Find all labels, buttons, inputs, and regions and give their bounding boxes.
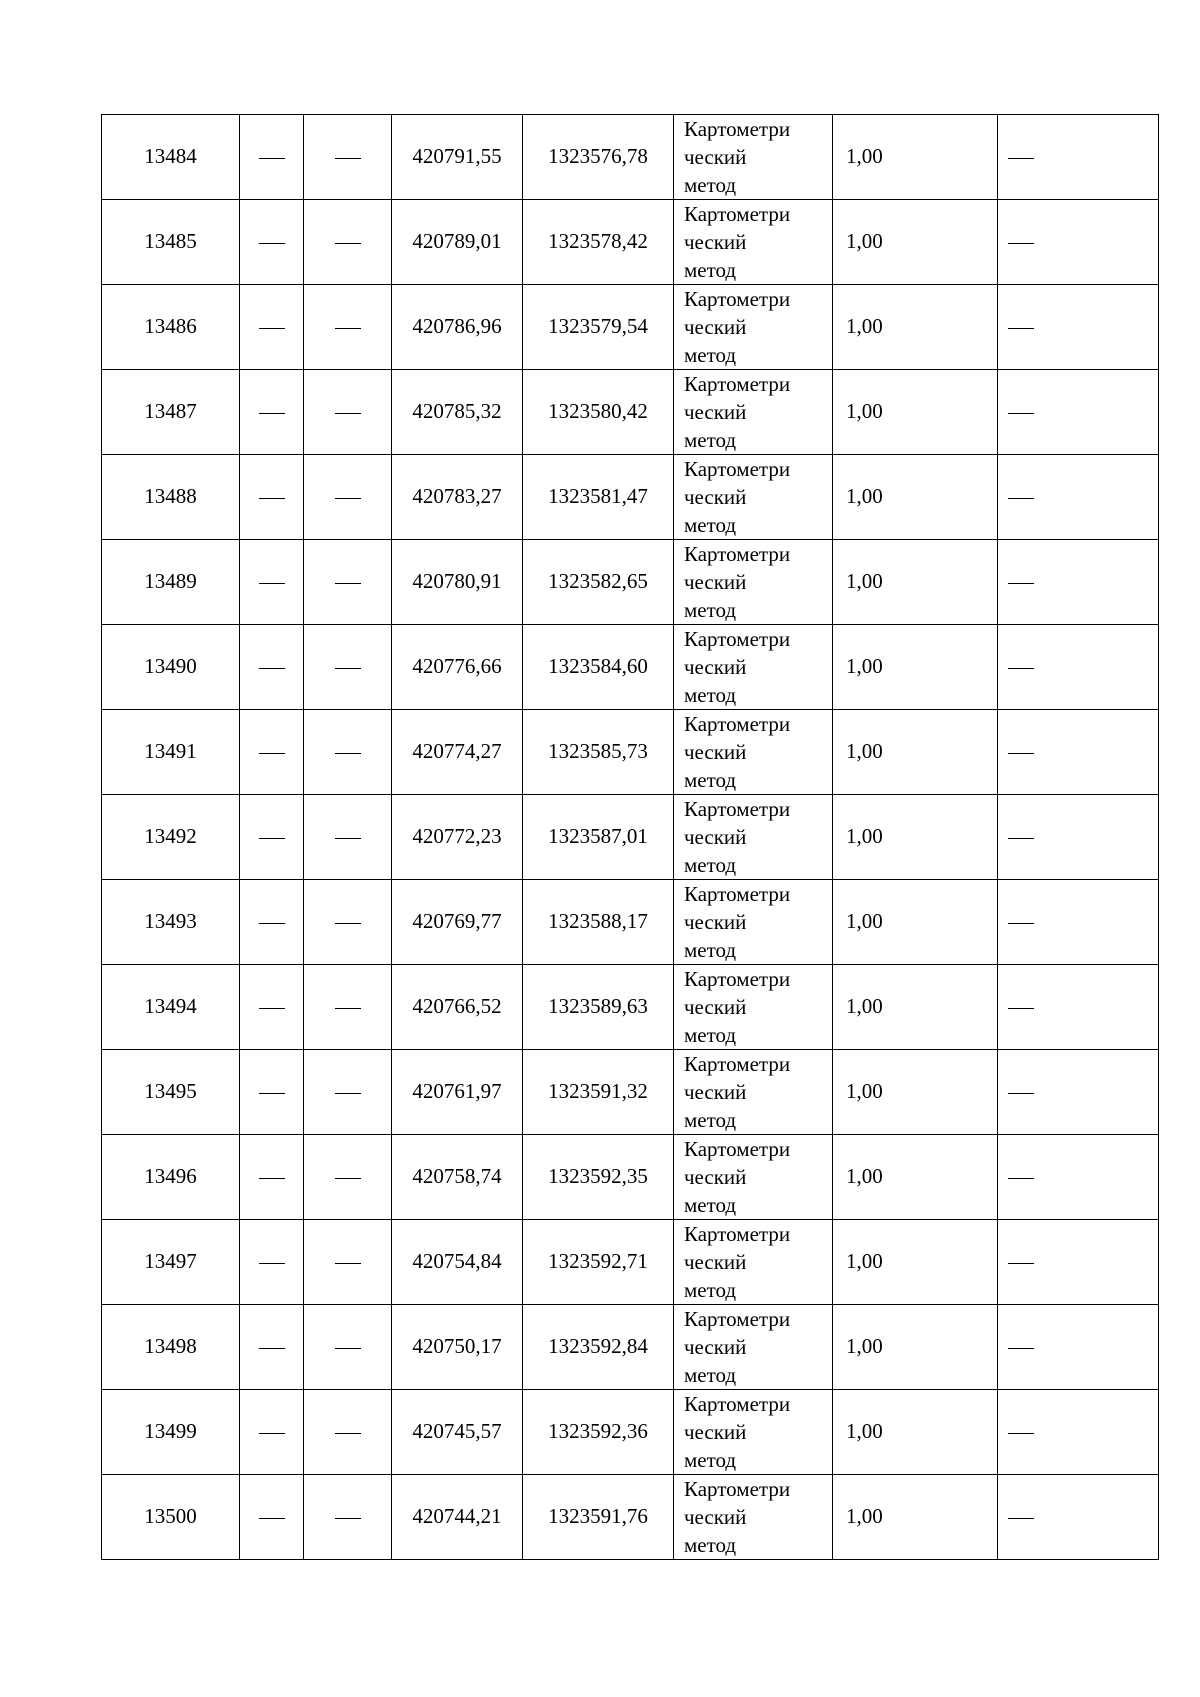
y-coordinate-cell: 1323592,35 [523,1135,674,1220]
table-row [102,455,1159,540]
y-coordinate-cell: 1323578,42 [523,200,674,285]
dash-mark [335,668,361,669]
method-line: метод [684,258,737,282]
dash-mark [335,498,361,499]
point-number-cell: 13499 [102,1390,240,1475]
dash-mark [1008,923,1034,924]
dash-mark [335,923,361,924]
empty-value-cell-2 [304,455,392,540]
method-line: ческий [684,1335,747,1359]
last-value-cell [998,1390,1159,1475]
accuracy-cell: 1,00 [833,370,998,455]
method-line: Картометри [684,202,791,226]
method-line: ческий [684,1250,747,1274]
x-coordinate-cell: 420786,96 [392,285,523,370]
method-line: метод [684,683,737,707]
empty-value-cell [240,200,304,285]
method-line: Картометри [684,457,791,481]
empty-value-cell [240,370,304,455]
empty-value-cell-2 [304,1390,392,1475]
method-line: метод [684,173,737,197]
method-line: метод [684,513,737,537]
method-line: ческий [684,1080,747,1104]
empty-value-cell [240,455,304,540]
empty-value-cell-2 [304,1050,392,1135]
last-value-cell [998,1220,1159,1305]
accuracy-cell: 1,00 [833,540,998,625]
empty-value-cell-2 [304,115,392,200]
last-value-cell [998,795,1159,880]
x-coordinate-cell: 420750,17 [392,1305,523,1390]
method-line: ческий [684,1165,747,1189]
accuracy-cell: 1,00 [833,965,998,1050]
last-value-cell [998,1135,1159,1220]
y-coordinate-cell: 1323580,42 [523,370,674,455]
x-coordinate-cell: 420785,32 [392,370,523,455]
y-coordinate-cell: 1323587,01 [523,795,674,880]
table-row [102,1135,1159,1220]
method-line: Картометри [684,882,791,906]
empty-value-cell-2 [304,965,392,1050]
dash-mark [259,413,285,414]
table-row [102,1390,1159,1475]
method-line: ческий [684,570,747,594]
method-line: ческий [684,655,747,679]
table-row [102,880,1159,965]
last-value-cell [998,710,1159,795]
dash-mark [335,1263,361,1264]
last-value-cell [998,1305,1159,1390]
method-line: ческий [684,145,747,169]
dash-mark [1008,158,1034,159]
method-line: Картометри [684,1392,791,1416]
empty-value-cell-2 [304,1475,392,1560]
x-coordinate-cell: 420789,01 [392,200,523,285]
dash-mark [259,923,285,924]
coordinates-table [101,114,1159,1560]
method-line: ческий [684,995,747,1019]
method-line: Картометри [684,1307,791,1331]
table-row [102,1220,1159,1305]
method-cell [674,285,833,370]
method-line: ческий [684,1420,747,1444]
method-line: ческий [684,400,747,424]
empty-value-cell-2 [304,1220,392,1305]
method-line: ческий [684,485,747,509]
point-number-cell: 13485 [102,200,240,285]
y-coordinate-cell: 1323576,78 [523,115,674,200]
method-cell [674,370,833,455]
method-cell [674,1135,833,1220]
y-coordinate-cell: 1323591,32 [523,1050,674,1135]
accuracy-cell: 1,00 [833,1390,998,1475]
dash-mark [1008,1433,1034,1434]
x-coordinate-cell: 420783,27 [392,455,523,540]
method-line: Картометри [684,1052,791,1076]
dash-mark [1008,668,1034,669]
dash-mark [1008,1178,1034,1179]
method-cell [674,1050,833,1135]
dash-mark [1008,498,1034,499]
empty-value-cell-2 [304,880,392,965]
empty-value-cell-2 [304,795,392,880]
dash-mark [1008,243,1034,244]
method-line: метод [684,1023,737,1047]
point-number-cell: 13492 [102,795,240,880]
method-line: метод [684,1363,737,1387]
empty-value-cell-2 [304,710,392,795]
dash-mark [259,1178,285,1179]
x-coordinate-cell: 420774,27 [392,710,523,795]
point-number-cell: 13484 [102,115,240,200]
dash-mark [259,583,285,584]
dash-mark [1008,413,1034,414]
dash-mark [1008,838,1034,839]
dash-mark [259,328,285,329]
method-cell [674,1475,833,1560]
point-number-cell: 13496 [102,1135,240,1220]
y-coordinate-cell: 1323581,47 [523,455,674,540]
x-coordinate-cell: 420766,52 [392,965,523,1050]
method-line: Картометри [684,1137,791,1161]
method-line: метод [684,428,737,452]
x-coordinate-cell: 420758,74 [392,1135,523,1220]
accuracy-cell: 1,00 [833,880,998,965]
last-value-cell [998,115,1159,200]
x-coordinate-cell: 420761,97 [392,1050,523,1135]
last-value-cell [998,965,1159,1050]
last-value-cell [998,1050,1159,1135]
method-cell [674,1390,833,1475]
table-row [102,370,1159,455]
method-line: Картометри [684,627,791,651]
table-row [102,200,1159,285]
dash-mark [1008,1093,1034,1094]
method-line: Картометри [684,287,791,311]
accuracy-cell: 1,00 [833,1305,998,1390]
method-cell [674,540,833,625]
method-line: ческий [684,740,747,764]
method-line: метод [684,1193,737,1217]
point-number-cell: 13488 [102,455,240,540]
dash-mark [335,1518,361,1519]
method-line: метод [684,768,737,792]
method-line: Картометри [684,542,791,566]
dash-mark [259,498,285,499]
accuracy-cell: 1,00 [833,285,998,370]
method-line: ческий [684,315,747,339]
dash-mark [1008,583,1034,584]
empty-value-cell-2 [304,540,392,625]
point-number-cell: 13495 [102,1050,240,1135]
accuracy-cell: 1,00 [833,1475,998,1560]
empty-value-cell-2 [304,1305,392,1390]
dash-mark [259,1263,285,1264]
dash-mark [1008,328,1034,329]
table-body [102,115,1159,1560]
dash-mark [1008,753,1034,754]
empty-value-cell [240,1220,304,1305]
method-line: Картометри [684,1477,791,1501]
method-line: Картометри [684,967,791,991]
point-number-cell: 13491 [102,710,240,795]
last-value-cell [998,370,1159,455]
method-cell [674,1305,833,1390]
y-coordinate-cell: 1323592,84 [523,1305,674,1390]
empty-value-cell [240,1050,304,1135]
dash-mark [259,158,285,159]
method-line: метод [684,853,737,877]
method-line: ческий [684,230,747,254]
method-cell [674,965,833,1050]
x-coordinate-cell: 420745,57 [392,1390,523,1475]
empty-value-cell [240,965,304,1050]
method-cell [674,880,833,965]
accuracy-cell: 1,00 [833,795,998,880]
method-line: ческий [684,1505,747,1529]
table-row [102,1475,1159,1560]
x-coordinate-cell: 420744,21 [392,1475,523,1560]
dash-mark [335,1008,361,1009]
point-number-cell: 13493 [102,880,240,965]
table-row [102,115,1159,200]
last-value-cell [998,1475,1159,1560]
dash-mark [259,243,285,244]
dash-mark [335,583,361,584]
empty-value-cell-2 [304,1135,392,1220]
empty-value-cell [240,710,304,795]
empty-value-cell [240,880,304,965]
accuracy-cell: 1,00 [833,710,998,795]
method-cell [674,1220,833,1305]
y-coordinate-cell: 1323591,76 [523,1475,674,1560]
table-row [102,540,1159,625]
empty-value-cell [240,1135,304,1220]
dash-mark [1008,1348,1034,1349]
method-line: Картометри [684,372,791,396]
point-number-cell: 13497 [102,1220,240,1305]
point-number-cell: 13500 [102,1475,240,1560]
table-row [102,710,1159,795]
last-value-cell [998,200,1159,285]
dash-mark [335,243,361,244]
dash-mark [335,413,361,414]
empty-value-cell [240,625,304,710]
y-coordinate-cell: 1323584,60 [523,625,674,710]
x-coordinate-cell: 420776,66 [392,625,523,710]
dash-mark [259,1093,285,1094]
point-number-cell: 13490 [102,625,240,710]
point-number-cell: 13487 [102,370,240,455]
y-coordinate-cell: 1323582,65 [523,540,674,625]
table-row [102,965,1159,1050]
method-line: метод [684,938,737,962]
empty-value-cell-2 [304,200,392,285]
dash-mark [1008,1008,1034,1009]
accuracy-cell: 1,00 [833,1050,998,1135]
dash-mark [259,1518,285,1519]
empty-value-cell [240,1475,304,1560]
dash-mark [335,1178,361,1179]
y-coordinate-cell: 1323588,17 [523,880,674,965]
table-row [102,625,1159,710]
table-row [102,1050,1159,1135]
empty-value-cell [240,1390,304,1475]
method-line: ческий [684,910,747,934]
last-value-cell [998,625,1159,710]
accuracy-cell: 1,00 [833,200,998,285]
accuracy-cell: 1,00 [833,625,998,710]
method-cell [674,455,833,540]
accuracy-cell: 1,00 [833,115,998,200]
dash-mark [335,328,361,329]
dash-mark [335,158,361,159]
x-coordinate-cell: 420780,91 [392,540,523,625]
dash-mark [335,1348,361,1349]
dash-mark [259,1348,285,1349]
method-line: Картометри [684,712,791,736]
dash-mark [335,838,361,839]
accuracy-cell: 1,00 [833,1220,998,1305]
empty-value-cell-2 [304,625,392,710]
method-cell [674,625,833,710]
y-coordinate-cell: 1323592,36 [523,1390,674,1475]
method-line: ческий [684,825,747,849]
method-line: метод [684,1108,737,1132]
dash-mark [259,1008,285,1009]
method-line: метод [684,598,737,622]
empty-value-cell-2 [304,285,392,370]
point-number-cell: 13489 [102,540,240,625]
dash-mark [259,838,285,839]
method-cell [674,710,833,795]
empty-value-cell [240,115,304,200]
empty-value-cell-2 [304,370,392,455]
point-number-cell: 13498 [102,1305,240,1390]
method-cell [674,200,833,285]
x-coordinate-cell: 420791,55 [392,115,523,200]
table-row [102,1305,1159,1390]
method-line: Картометри [684,1222,791,1246]
y-coordinate-cell: 1323592,71 [523,1220,674,1305]
dash-mark [259,1433,285,1434]
method-line: метод [684,1533,737,1557]
method-line: Картометри [684,117,791,141]
dash-mark [1008,1263,1034,1264]
method-line: метод [684,343,737,367]
method-cell [674,795,833,880]
method-line: Картометри [684,797,791,821]
method-cell [674,115,833,200]
y-coordinate-cell: 1323579,54 [523,285,674,370]
point-number-cell: 13494 [102,965,240,1050]
method-line: метод [684,1278,737,1302]
last-value-cell [998,455,1159,540]
x-coordinate-cell: 420772,23 [392,795,523,880]
point-number-cell: 13486 [102,285,240,370]
last-value-cell [998,540,1159,625]
dash-mark [259,753,285,754]
method-line: метод [684,1448,737,1472]
dash-mark [335,1433,361,1434]
x-coordinate-cell: 420769,77 [392,880,523,965]
table-row [102,285,1159,370]
last-value-cell [998,880,1159,965]
dash-mark [259,668,285,669]
dash-mark [335,753,361,754]
last-value-cell [998,285,1159,370]
x-coordinate-cell: 420754,84 [392,1220,523,1305]
dash-mark [335,1093,361,1094]
accuracy-cell: 1,00 [833,455,998,540]
empty-value-cell [240,540,304,625]
accuracy-cell: 1,00 [833,1135,998,1220]
empty-value-cell [240,1305,304,1390]
y-coordinate-cell: 1323585,73 [523,710,674,795]
table-row [102,795,1159,880]
dash-mark [1008,1518,1034,1519]
y-coordinate-cell: 1323589,63 [523,965,674,1050]
empty-value-cell [240,795,304,880]
empty-value-cell [240,285,304,370]
